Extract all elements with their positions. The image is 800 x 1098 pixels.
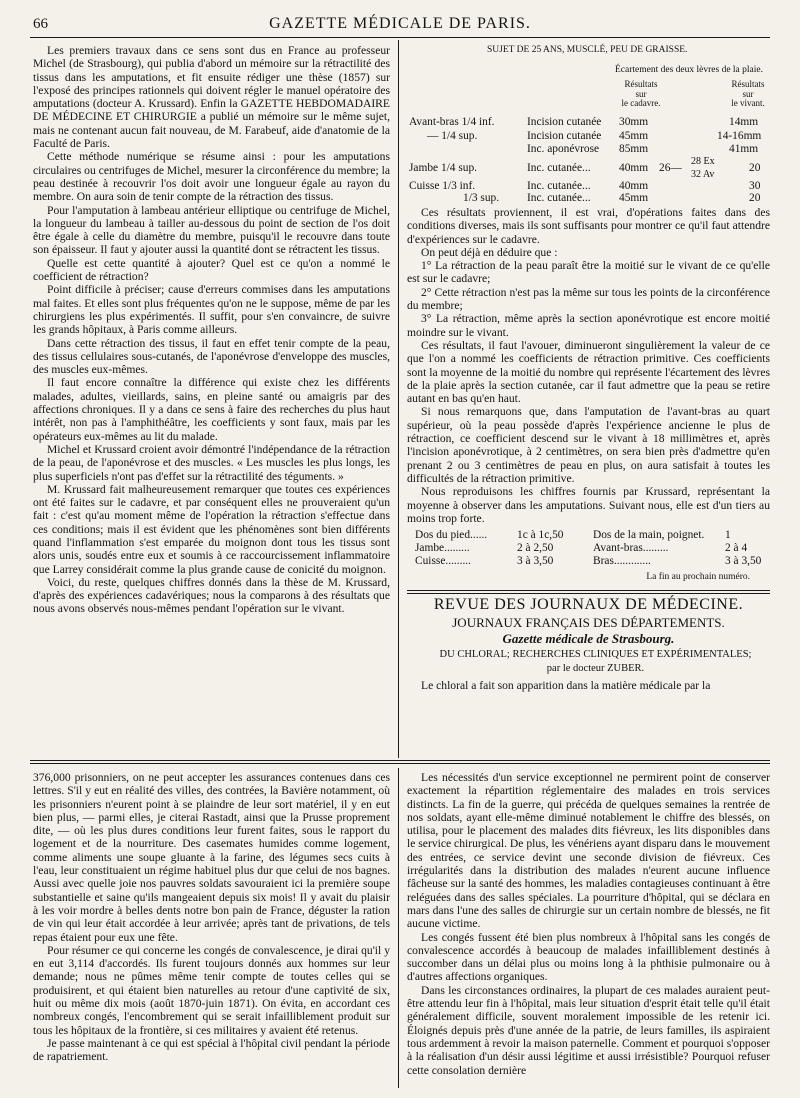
paragraph: Cette méthode numérique se résume ainsi : pour les amputations circulaires ou centrifuges de Michel, mesurer la circonférence du membre; la peau destinée à recouvrir l'os doit avoir une longueur égale au rayon du membre. On aura soin de tenir compte de la rétraction des tissus. (33, 150, 390, 204)
table-cell: Cuisse......... (415, 555, 472, 568)
table-cell: Jambe......... (415, 542, 470, 555)
table-cell: 30 (749, 180, 761, 192)
revue-rule (407, 590, 770, 591)
page-title: GAZETTE MÉDICALE DE PARIS. (269, 15, 531, 32)
paragraph: On peut déjà en déduire que : (421, 245, 558, 259)
paragraph: Ces résultats proviennent, il est vrai, d'opérations faites dans des conditions diverses, mais ils sont suffisants pour montrer ce qu'il faut attendre d'expériences sur le cadavre. (407, 206, 770, 246)
paragraph: 3° La rétraction, même après la section aponévrotique est encore moitié moindre sur le vivant. (407, 312, 770, 339)
table-cell: Bras............. (593, 555, 651, 568)
header-cadavre: Résultats sur le cadavre. (621, 79, 661, 108)
table-cell: 41mm (729, 143, 759, 155)
table-cell: 30mm (619, 116, 649, 128)
paragraph: Les congés fussent été bien plus nombreux à l'hôpital sans les congés de convalescence accordés à beaucoup de malades infailliblement destinés à succomber dans un délai plus ou moins long à la phthisie pulmonaire ou à d'autres affections organiques. (407, 930, 770, 984)
page-number: 66 (33, 16, 48, 32)
paragraph: Les nécessités d'un service exceptionnel ne permirent point de conserver exactement la répartition réglementaire des malades en trois services distincts. La fin de la guerre, qui précéda de quelques semaines la rentrée de nos soldats, ayant elle-même diminué notablement le chiffre des blessés, on utilisa, pour le placement des malades dits fiévreux, les lits disponibles dans le service chirurgical. De plus, les vénériens ayant disparu dans le mouvement des entrées, ce service devint une seconde division de fiévreux. Ces irrégularités dans la distribution des malades n'eurent aucune influence fâcheuse sur la santé des hommes, les maladies contagieuses continuant à être reléguées dans des salles spéciales. La pourriture d'hôpital, qui se déclara en mars dans l'une des salles de chirurgie sur un certain nombre de blessés, ne fit aucune victime. (407, 771, 770, 931)
paragraph: 1° La rétraction de la peau paraît être la moitié sur le vivant de ce qu'elle est sur le cadavre; (407, 259, 770, 286)
coefficient-table (407, 529, 770, 569)
header-rule (30, 37, 770, 38)
bottom-right-column (407, 771, 770, 1077)
table-cell: — 1/4 sup. (427, 130, 478, 142)
revue-rule-2 (407, 593, 770, 594)
table-cell: Jambe 1/4 sup. (409, 162, 478, 174)
table-cell: Inc. cutanée... (527, 180, 591, 192)
section-rule-top (30, 760, 770, 761)
table-cell: Inc. cutanée... (527, 192, 591, 204)
table-cell: 40mm (619, 162, 649, 174)
section-rule-bottom (30, 763, 770, 764)
table-cell: 32 Av (691, 169, 715, 180)
journal-title: Gazette médicale de Strasbourg. (502, 631, 675, 647)
table-cell: Incision cutanée (527, 130, 602, 142)
table-cell: 2 à 4 (725, 542, 748, 555)
paragraph: Dans les circonstances ordinaires, la plupart de ces malades auraient peut-être attendu leur fin à l'hôpital, mais leur situation d'esprit était telle qu'il était généralement difficile, souvent moralement impossible de les retenir ici. Éloignés depuis près d'une année de la patrie, de leurs familles, ils aspiraient tous ardemment à revoir la maison paternelle. Comment et pourquoi s'opposer à la réalisation d'un désir aussi légitime et aussi irrésistible? Pourquoi refuser cette consolation dernière (407, 983, 771, 1077)
table-cell: 2 à 2,50 (517, 542, 554, 555)
table-cell: 40mm (619, 180, 649, 192)
table-cell: Inc. cutanée... (527, 162, 591, 174)
bottom-left-column (33, 771, 390, 1064)
header-vivant: Résultats sur le vivant. (731, 79, 765, 108)
paragraph: M. Krussard fait malheureusement remarquer que toutes ces expériences ont été faites sur le cadavre, et par conséquent elles ne prouveraient qu'un fait : c'est qu'au moment même de l'opération la rétraction s'effectue dans ces conditions; mais il est évident que les phénomènes sont bien différents quand l'inflammation s'est emparée du moignon dont tous les tissus sont alors unis, soudés entre eux et soumis à ce raccourcissement inflammatoire que Larrey considérait comme la plus grande cause de conicité du moignon. (33, 482, 390, 576)
table-cell: 45mm (619, 192, 649, 204)
paragraph: Point difficile à préciser; cause d'erreurs commises dans les amputations mal faites. Et elles sont plus fréquentes qu'on ne le suppose, même de par les chirurgiens les plus expérimentés. Il suffit, pour s'en convaincre, de suivre les grands hôpitaux, à Paris comme ailleurs. (33, 283, 390, 337)
paragraph: Il faut encore connaître la différence qui existe chez les différents malades, adultes, vieillards, sains, en pleine santé ou amaigris par des affections chroniques. Il y a dans ce sens à faire des recherches du plus haut intérêt, non pas à l'amphithéâtre, les coefficients y sont faux, mais par les opérateurs eux-mêmes au lit du malade. (33, 376, 390, 443)
article-author: par le docteur ZUBER. (546, 662, 645, 674)
column-divider-bottom (398, 768, 399, 1088)
table-cell: 14-16mm (717, 130, 762, 142)
paragraph: Ces résultats, il faut l'avouer, diminueront singulièrement la valeur de ce que l'on a nommé les coefficients de rétraction primitive. Ces coefficients sont la moyenne de la moitié du nombre qui représente l'écartement des lèvres de la plaie après la section cutanée, car il faut admettre que la peau se retire autant en bas qu'en haut. (407, 338, 770, 406)
table-cell: Incision cutanée (527, 116, 602, 128)
table-cell: Dos de la main, poignet. (593, 529, 705, 542)
left-column (33, 44, 390, 616)
table-cell: Avant-bras......... (593, 542, 669, 555)
paragraph: Quelle est cette quantité à ajouter? Quel est ce qu'on a nommé le coefficient de rétraction? (33, 256, 390, 284)
table-cell: 20 (749, 192, 761, 204)
article-title: DU CHLORAL; RECHERCHES CLINIQUES ET EXPÉRIMENTALES; (439, 649, 752, 661)
table-cell: 45mm (619, 130, 649, 142)
revue-subtitle: JOURNAUX FRANÇAIS DES DÉPARTEMENTS. (452, 614, 725, 630)
paragraph: Les premiers travaux dans ce sens sont dus en France au professeur Michel (de Strasbourg), qui publia d'abord un mémoire sur la rétractilité des tissus dans les amputations, et fit ensuite rédiger une thèse (1857) sur l'exposé des principes rationnels qui doivent régler le manuel opératoire des amputations (docteur A. Krussard). Enfin la GAZETTE HEBDOMADAIRE DE MÉDECINE ET CHIRURGIE a publié un mémoire sur le même sujet, mais ne contenant aucun fait nouveau, de M. Farabeuf, aide d'anatomie de la Faculté de Paris. (33, 44, 390, 151)
table-cell: Inc. aponévrose (527, 143, 600, 155)
column-divider-top (398, 40, 399, 758)
table-cell: 1c à 1c,50 (517, 529, 564, 542)
paragraph: Michel et Krussard croient avoir démontré l'indépendance de la rétraction de la peau, de l'aponévrose et des muscles. « Les muscles les plus longs, les plus superficiels n'ont pas d'effet sur la rétractilité des téguments. » (33, 442, 390, 483)
table-cell: Cuisse 1/3 inf. (409, 180, 476, 192)
table-cell: 3 à 3,50 (725, 555, 762, 568)
paragraph: 376,000 prisonniers, on ne peut accepter les assurances contenues dans ces lettres. S'il y eut en réalité des villes, des contrées, la Bavière notamment, où les prisonniers n'eurent point à se plaindre de leur sort matériel, il y en eut bien plus, — parmi elles, je citerai Rastadt, ainsi que la Prusse proprement dite, — où les plus dures conditions leur furent faites, sous le rapport du logement et de la nourriture. Des casemates humides comme logement, comme aliments une soupe gluante à la farine, des légumes secs cuits à l'eau, leur constituaient un régime habituel plus dur que celui de nos bagnes. Aussi avec quelle joie nos pauvres soldats savouraient ici la première soupe substantielle et saine qu'ils mangeaient depuis six mois! Il y avait du plaisir à les voir mordre à belles dents notre bon pain de France, déguster la ration de vin qui leur était accordée à leur arrivée; après tant de privations, de tels repas étaient pour eux une fête. (33, 771, 390, 944)
table-cell: 14mm (729, 116, 759, 128)
table-column-header: Écartement des deux lèvres de la plaie. (615, 65, 763, 75)
paragraph: Voici, du reste, quelques chiffres donnés dans la thèse de M. Krussard, d'après des expériences cadavériques; nous la comparons à des résultats que nous avons observés nous-mêmes pendant l'opération sur le vivant. (33, 575, 390, 616)
paragraph: Le chloral a fait son apparition dans la matière médicale par la (421, 678, 711, 692)
paragraph: Si nous remarquons que, dans l'amputation de l'avant-bras au quart supérieur, où la peau possède d'après l'expérience ancienne le plus de rétraction, ce coefficient descend sur le vivant à 18 millimètres et, après l'incision aponévrotique, à 2 centimètres, on sera bien près d'admettre qu'en prenant 2 ou 3 centimètres de peau en plus, on aura satisfait à toutes les difficultés de la rétraction primitive. (407, 405, 770, 485)
revue-title: REVUE DES JOURNAUX DE MÉDECINE. (433, 596, 744, 614)
paragraph: Pour l'amputation à lambeau antérieur elliptique ou centrifuge de Michel, la longueur du lambeau à tailler au-dessous du point de section de l'os doit être égale à celle du diamètre du membre, puisqu'il le recouvre dans toute son épaisseur. Il faut y ajouter aussi la quantité dont se rétractent les tissus. (33, 203, 390, 257)
to-be-continued: La fin au prochain numéro. (646, 572, 750, 583)
table-cell: 85mm (619, 143, 649, 155)
paragraph: Nous reproduisons les chiffres fournis par Krussard, représentant la moyenne à observer dans les amputations. Suivant nous, elle est d'un tiers au moins trop forte. (407, 485, 770, 525)
table-cell: Avant-bras 1/4 inf. (409, 116, 495, 128)
table-cell: Dos du pied...... (415, 529, 488, 542)
retraction-table (407, 44, 770, 204)
page-header (0, 0, 800, 36)
table-subject: SUJET DE 25 ANS, MUSCLÉ, PEU DE GRAISSE. (487, 45, 688, 55)
table-cell: 20 (749, 162, 761, 174)
paragraph: Dans cette rétraction des tissus, il faut en effet tenir compte de la peau, des tissus cellulaires sous-cutanés, de l'aponévrose d'enveloppe des muscles, des muscles eux-mêmes. (33, 336, 390, 377)
right-column (407, 44, 770, 692)
table-cell: 1/3 sup. (463, 192, 500, 204)
table-cell: 3 à 3,50 (517, 555, 554, 568)
table-cell: 1 (725, 529, 731, 542)
paragraph: 2° Cette rétraction n'est pas la même sur tous les points de la circonférence du membre; (407, 285, 770, 313)
table-cell: 26— (659, 162, 682, 174)
paragraph: Je passe maintenant à ce qui est spécial à l'hôpital civil pendant la période de rapatriement. (33, 1036, 390, 1064)
paragraph: Pour résumer ce qui concerne les congés de convalescence, je dirai qu'il y en eut 3,114 d'accordés. Ils furent toujours donnés aux hommes sur leur demande; nous ne pûmes même tenir compte de toutes celles qui se produisirent, et qui étaient bien naturelles au retour d'une captivité de six, huit ou même dix mois (août 1870-juin 1871). On évita, en accordant ces nombreux congés, l'encombrement qui se serait infailliblement produit sur tous les hôpitaux de la frontière, si ces militaires y avaient été retenus. (33, 943, 390, 1037)
table-cell: 28 Ex (691, 156, 715, 167)
